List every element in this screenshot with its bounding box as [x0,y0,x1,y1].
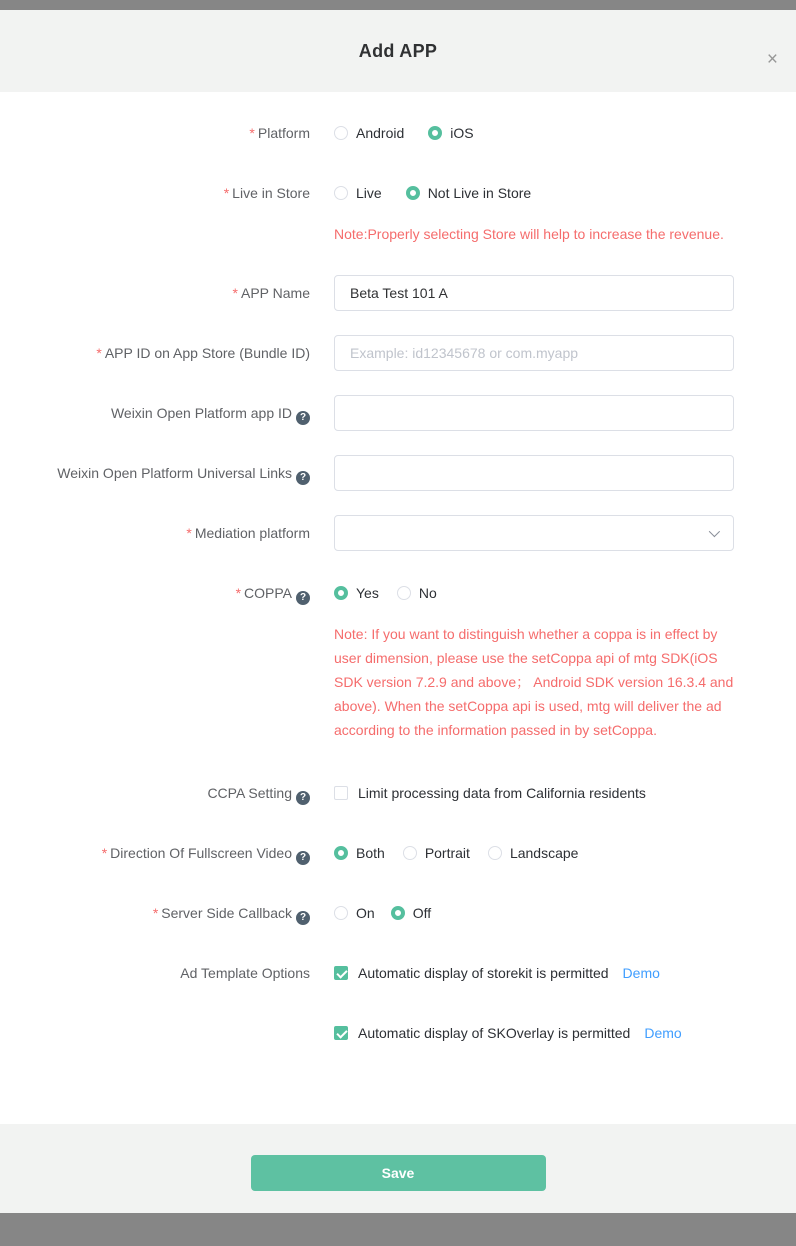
weixin-app-id-input[interactable] [334,395,734,431]
checkbox-icon-checked[interactable] [334,966,348,980]
radio-icon-checked[interactable] [334,586,348,600]
required-asterisk: * [232,285,238,301]
form-row-ad-template-options [0,955,796,1051]
form-row-live-in-store [0,175,796,251]
mediation-platform-select[interactable] [334,515,734,551]
field-label-live-in-store: * Live in Store [223,185,310,201]
form-row-mediation-platform [0,515,796,551]
field-label-coppa: * COPPA ? [0,575,334,611]
field-label-direction: * Direction Of Fullscreen Video ? [0,835,334,871]
field-label-weixin-universal-links: Weixin Open Platform Universal Links ? [0,455,334,491]
required-asterisk: * [96,345,102,361]
add-app-form [0,92,796,1124]
radio-icon[interactable] [334,186,348,200]
form-row-server-side-callback [0,895,796,931]
field-label-ccpa: CCPA Setting ? [0,775,334,811]
page-title: Add APP [358,40,438,61]
radio-option-ios[interactable]: iOS [428,125,473,141]
checkbox-icon[interactable] [334,786,348,800]
skoverlay-demo-link[interactable]: Demo [644,1025,682,1041]
field-label-mediation-platform: * Mediation platform [186,525,310,541]
required-asterisk: * [186,525,192,541]
help-icon[interactable]: ? [296,851,310,865]
radio-icon[interactable] [488,846,502,860]
radio-icon[interactable] [334,126,348,140]
radio-option-off[interactable]: Off [391,905,431,921]
help-icon[interactable]: ? [296,791,310,805]
field-label-ad-template-options: Ad Template Options [180,965,310,981]
field-label-server-side-callback: * Server Side Callback ? [0,895,334,931]
radio-option-both[interactable]: Both [334,845,385,861]
radio-option-coppa-yes[interactable]: Yes [334,585,379,601]
app-name-input[interactable] [334,275,734,311]
save-button[interactable]: Save [251,1155,546,1191]
ccpa-checkbox[interactable]: Limit processing data from California residents [334,785,646,801]
app-id-input[interactable] [334,335,734,371]
form-row-platform [0,115,796,151]
radio-icon-checked[interactable] [406,186,420,200]
radio-option-landscape[interactable]: Landscape [488,845,579,861]
radio-icon-checked[interactable] [334,846,348,860]
form-row-app-id [0,335,796,371]
add-app-modal [0,10,796,1213]
skoverlay-checkbox[interactable]: Automatic display of SKOverlay is permitted [334,1025,630,1041]
required-asterisk: * [101,845,108,861]
form-row-ccpa [0,775,796,811]
weixin-universal-links-input[interactable] [334,455,734,491]
field-label-app-id: * APP ID on App Store (Bundle ID) [96,345,310,361]
modal-footer [0,1124,796,1213]
form-row-weixin-app-id [0,395,796,431]
required-asterisk: * [223,185,230,201]
form-row-direction [0,835,796,871]
storekit-demo-link[interactable]: Demo [622,965,660,981]
help-icon[interactable]: ? [296,591,310,605]
modal-header [0,10,796,92]
radio-option-not-live[interactable]: Not Live in Store [406,185,532,201]
form-row-weixin-universal-links [0,455,796,491]
form-row-coppa [0,575,796,751]
form-row-app-name [0,275,796,311]
radio-icon-checked[interactable] [428,126,442,140]
storekit-option-row [334,955,734,991]
radio-option-android[interactable]: Android [334,125,404,141]
radio-option-live[interactable]: Live [334,185,382,201]
radio-icon[interactable] [397,586,411,600]
field-label-weixin-app-id: Weixin Open Platform app ID ? [0,395,334,431]
radio-option-portrait[interactable]: Portrait [403,845,470,861]
chevron-down-icon [709,526,720,537]
coppa-note: Note: If you want to distinguish whether a coppa is in effect by user dimension, please use the setCoppa api of mtg SDK(iOS SDK version 7.2.9 and above； Android SDK version 16.3.4 and above). When the setCoppa api is used, mtg will deliver the ad according to the information passed in by setCoppa. [334,626,734,738]
radio-option-on[interactable]: On [334,905,375,921]
help-icon[interactable]: ? [296,471,310,485]
skoverlay-option-row [334,1015,734,1051]
radio-icon[interactable] [334,906,348,920]
close-icon[interactable]: × [766,49,778,70]
help-icon[interactable]: ? [296,911,310,925]
required-asterisk: * [152,905,159,921]
radio-option-coppa-no[interactable]: No [397,585,437,601]
required-asterisk: * [235,585,242,601]
live-in-store-note: Note:Properly selecting Store will help to increase the revenue. [334,226,724,242]
required-asterisk: * [249,125,255,141]
radio-icon-checked[interactable] [391,906,405,920]
checkbox-icon-checked[interactable] [334,1026,348,1040]
radio-icon[interactable] [403,846,417,860]
field-label-app-name: * APP Name [232,285,310,301]
storekit-checkbox[interactable]: Automatic display of storekit is permitted [334,965,609,981]
field-label-platform: * Platform [249,125,310,141]
help-icon[interactable]: ? [296,411,310,425]
